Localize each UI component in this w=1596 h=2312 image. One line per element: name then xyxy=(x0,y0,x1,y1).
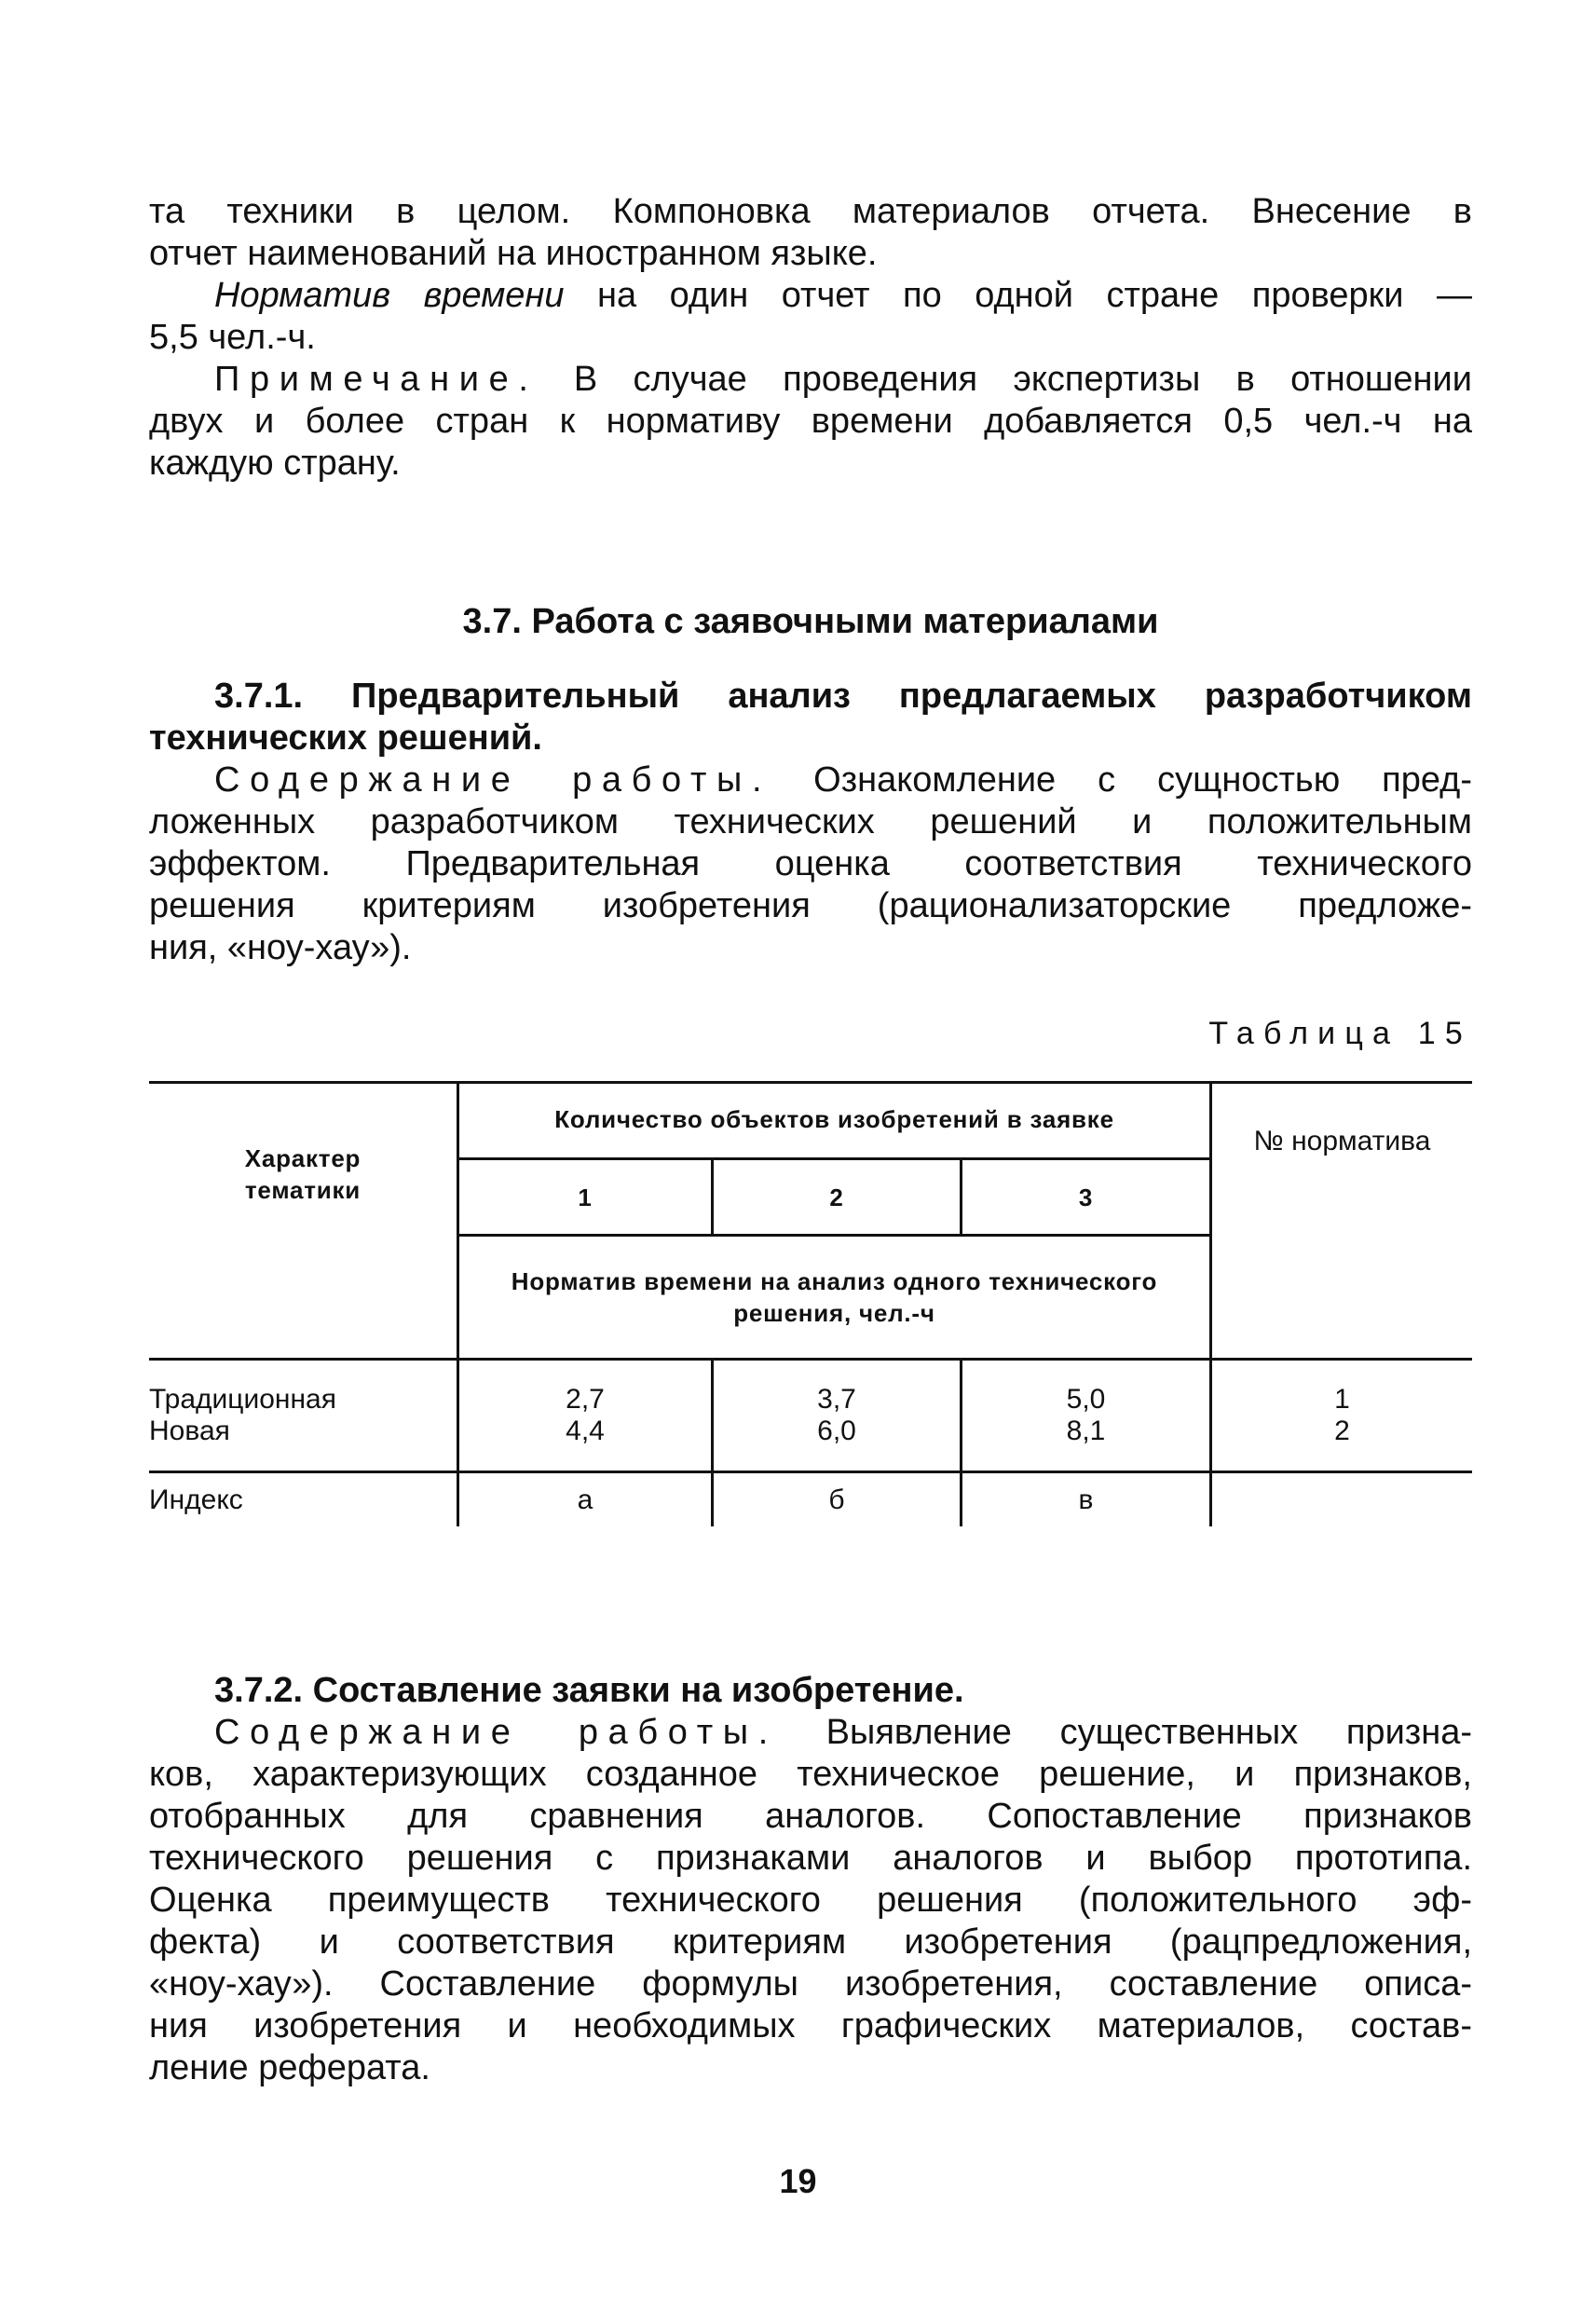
index-value: а xyxy=(577,1484,593,1515)
index-value: б xyxy=(828,1484,845,1515)
intro-line: та техники в целом. Компоновка материалов отчета. Внесение в xyxy=(149,192,1472,231)
norm-value: 5,5 чел.-ч. xyxy=(149,318,316,357)
norm-header-line: решения, чел.-ч xyxy=(733,1299,935,1327)
section-title: 3.7. Работа с заявочными материалами xyxy=(462,602,1159,641)
norm-line xyxy=(149,275,1472,317)
value-cell: 5,0 xyxy=(1066,1384,1106,1415)
sub2-text: Выявление существенных призна- xyxy=(777,1713,1472,1752)
norm-number-cell: 1 xyxy=(1334,1384,1350,1415)
sub2-label: Содержание работы. xyxy=(214,1713,778,1752)
sub1-title: 3.7.1. Предварительный анализ предлагаемых разработчиком xyxy=(214,677,1472,716)
table-caption: Таблица 15 xyxy=(1208,1016,1472,1051)
header-group: Количество объектов изобретений в заявке xyxy=(554,1105,1114,1133)
sub1-line: решения критериям изобретения (рационализаторские предложе- xyxy=(149,886,1472,925)
sub1-content-line xyxy=(149,759,1472,801)
sub2-line: фекта) и соответствия критериям изобретения (рацпредложения, xyxy=(149,1922,1472,1962)
value-cell: 3,7 xyxy=(817,1384,856,1415)
sub1-line: эффектом. Предварительная оценка соответствия технического xyxy=(149,844,1472,883)
value-cell: 6,0 xyxy=(817,1416,856,1446)
page-number: 19 xyxy=(779,2162,817,2200)
norm-text: на один отчет по одной стране проверки — xyxy=(564,276,1472,315)
value-cell: 2,7 xyxy=(566,1384,605,1415)
value-cell: 8,1 xyxy=(1066,1416,1106,1446)
sub1-line: ния, «ноу-хау»). xyxy=(149,928,412,967)
table-row-labels xyxy=(149,1361,457,1471)
sub1-label: Содержание работы. xyxy=(214,760,772,800)
sub1-line: ложенных разработчиком технических решений и положительным xyxy=(149,802,1472,841)
norm-header-line: Норматив времени на анализ одного технического xyxy=(511,1267,1158,1295)
table-cell xyxy=(459,1361,711,1471)
row-label: Новая xyxy=(149,1416,230,1446)
norm-number-cell: 2 xyxy=(1334,1416,1350,1446)
sub2-title: 3.7.2. Составление заявки на изобретение. xyxy=(214,1671,964,1710)
index-label: Индекс xyxy=(149,1484,243,1515)
sub2-line: ков, характеризующих созданное техническое решение, и признаков, xyxy=(149,1755,1472,1794)
subcol-header: 1 xyxy=(578,1183,593,1211)
sub2-line: ление реферата. xyxy=(149,2048,430,2087)
intro-line: отчет наименований на иностранном языке. xyxy=(149,234,878,273)
sub2-line: отобранных для сравнения аналогов. Сопоставление признаков xyxy=(149,1797,1472,1836)
norm-italic: Норматив времени xyxy=(214,276,565,315)
header-norm-number: № норматива xyxy=(1253,1126,1431,1156)
sub1-title: технических решений. xyxy=(149,718,542,758)
note-label: Примечание. xyxy=(214,360,539,399)
norm-header xyxy=(459,1237,1209,1358)
note-line: каждую страну. xyxy=(149,444,401,483)
index-value: в xyxy=(1078,1484,1094,1515)
subcol-header: 2 xyxy=(829,1183,844,1211)
subsection-1 xyxy=(149,676,1472,969)
header-character-line: Характер xyxy=(244,1144,361,1172)
sub2-line: Оценка преимуществ технического решения (положительного эф- xyxy=(149,1881,1472,1920)
header-character-line: тематики xyxy=(244,1176,361,1204)
subcol-header: 3 xyxy=(1078,1183,1094,1211)
table-cell xyxy=(962,1361,1209,1471)
note-line xyxy=(149,359,1472,401)
sub2-line: ния изобретения и необходимых графических материалов, состав- xyxy=(149,2006,1472,2045)
sub2-line: технического решения с признаками аналогов и выбор прототипа. xyxy=(149,1839,1472,1878)
sub2-line: «ноу-хау»). Составление формулы изобретения, составление описа- xyxy=(149,1964,1472,2004)
intro-paragraph xyxy=(149,191,1472,485)
value-cell: 4,4 xyxy=(566,1416,605,1446)
table-cell xyxy=(714,1361,960,1471)
table-cell xyxy=(1212,1361,1472,1471)
norm-table xyxy=(149,1081,1472,1528)
note-line: двух и более стран к нормативу времени добавляется 0,5 чел.-ч на xyxy=(149,402,1472,441)
row-label: Традиционная xyxy=(149,1384,336,1415)
sub2-content-line xyxy=(149,1712,1472,1754)
header-character xyxy=(149,1118,457,1230)
sub1-text: Ознакомление с сущностью пред- xyxy=(771,760,1473,800)
note-text: В случае проведения экспертизы в отношении xyxy=(538,360,1472,399)
subsection-2 xyxy=(149,1670,1472,2089)
